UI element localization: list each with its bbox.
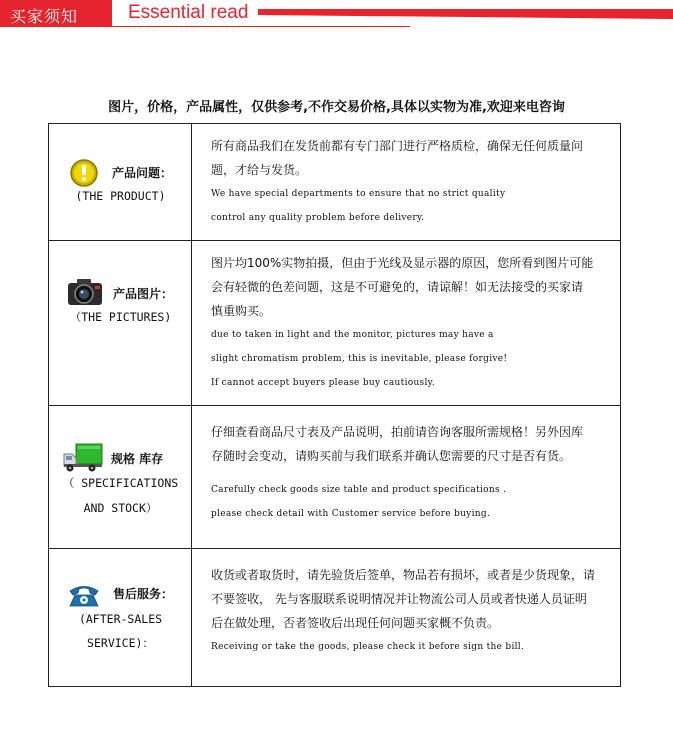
row-label-cell bbox=[49, 241, 192, 405]
row-content-cell bbox=[192, 124, 620, 240]
row-label-en: (THE PRODUCT) bbox=[75, 189, 166, 203]
delivery-truck-icon bbox=[62, 442, 104, 474]
row-cn-line: 不要签收， 先与客服联系说明情况并让物流公司人员或者快递人员证明 bbox=[211, 592, 587, 606]
header-title-box bbox=[0, 0, 112, 26]
row-en-line: We have special departments to ensure that no strict quality bbox=[211, 189, 506, 199]
row-en-line: slight chromatism problem, this is inevitable, please forgive! bbox=[211, 354, 508, 364]
header-title-en: Essential read bbox=[128, 2, 249, 23]
row-en-line: Carefully check goods size table and product specifications . bbox=[211, 485, 507, 495]
row-cn-line: 存随时会变动，请购买前与我们联系并确认您需要的尺寸是否有货。 bbox=[211, 449, 572, 463]
row-label-cell bbox=[49, 406, 192, 548]
header-accent-bar bbox=[258, 9, 673, 19]
row-en-line: due to taken in light and the monitor, pictures may have a bbox=[211, 330, 494, 340]
header-underline bbox=[0, 26, 410, 27]
table-row-after-sales bbox=[49, 548, 620, 686]
row-label-cn: 产品图片： bbox=[113, 287, 174, 301]
row-cn-line: 仔细查看商品尺寸表及产品说明，拍前请咨询客服所需规格！另外因库 bbox=[211, 425, 584, 439]
row-label-cell bbox=[49, 549, 192, 686]
row-cn-line: 所有商品我们在发货前都有专门部门进行严格质检，确保无任何质量问 bbox=[211, 139, 584, 153]
row-label-cell bbox=[49, 124, 192, 240]
table-row-specifications bbox=[49, 405, 620, 548]
row-label-en: AND STOCK） bbox=[83, 501, 158, 515]
row-label-cn: 售后服务： bbox=[113, 587, 174, 601]
row-en-line: control any quality problem before delivery. bbox=[211, 213, 425, 223]
table-row-pictures bbox=[49, 240, 620, 405]
row-cn-line: 会有轻微的色差问题，这是不可避免的，请谅解！如无法接受的买家请 bbox=[211, 280, 584, 294]
row-cn-line: 慎重购买。 bbox=[211, 304, 272, 318]
notice-table bbox=[48, 123, 621, 687]
telephone-icon bbox=[67, 582, 101, 608]
row-cn-line: 图片均100%实物拍摄，但由于光线及显示器的原因，您所看到图片可能 bbox=[211, 256, 594, 270]
row-content-cell bbox=[192, 549, 620, 686]
row-cn-line: 收货或者取货时，请先验货后签单，物品若有损坏，或者是少货现象，请 bbox=[211, 568, 596, 582]
row-en-line: Receiving or take the goods, please check it before sign the bill. bbox=[211, 642, 525, 652]
row-label-en: （ SPECIFICATIONS bbox=[62, 476, 179, 490]
camera-icon bbox=[66, 277, 104, 307]
row-content-cell bbox=[192, 241, 620, 405]
row-content-cell bbox=[192, 406, 620, 548]
row-en-line: If cannot accept buyers please buy cautiously. bbox=[211, 378, 436, 388]
row-label-cn: 规格 库存 bbox=[111, 452, 164, 466]
row-cn-line: 后在做处理，否者签收后出现任何问题买家概不负责。 bbox=[211, 616, 500, 630]
row-label-cn: 产品问题： bbox=[112, 166, 173, 180]
table-row-product bbox=[49, 124, 620, 240]
row-label-en: (AFTER-SALES bbox=[78, 612, 163, 626]
page-header bbox=[0, 0, 673, 32]
page-subtitle: 图片，价格，产品属性，仅供参考,不作交易价格,具体以实物为准,欢迎来电咨询 bbox=[108, 100, 565, 115]
row-en-line: please check detail with Customer service before buying. bbox=[211, 509, 491, 519]
row-cn-line: 题，才给与发货。 bbox=[211, 163, 308, 177]
row-label-en: SERVICE)： bbox=[87, 636, 154, 650]
header-title-cn: 买家须知 bbox=[10, 7, 79, 26]
row-label-en: （THE PICTURES) bbox=[69, 310, 172, 324]
